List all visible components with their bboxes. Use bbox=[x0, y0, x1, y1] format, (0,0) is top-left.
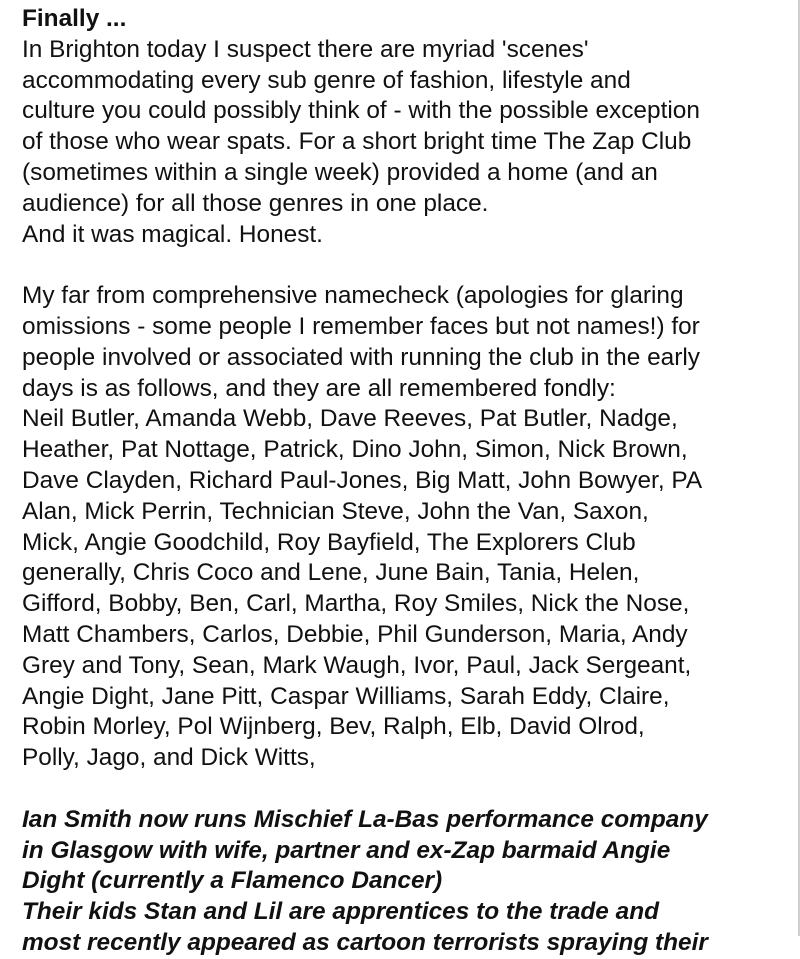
text-line: in Glasgow with wife, partner and ex-Zap barmaid Angie bbox=[22, 836, 671, 864]
namecheck-paragraph bbox=[22, 281, 792, 774]
closing-paragraph bbox=[22, 805, 792, 959]
text-line: Their kids Stan and Lil are apprentices to the trade and bbox=[22, 898, 660, 926]
text-line: (sometimes within a single week) provided a home (and an bbox=[22, 158, 658, 186]
text-line: audience) for all those genres in one place. bbox=[22, 189, 489, 217]
heading: Finally ... bbox=[22, 5, 127, 32]
text-line: Polly, Jago, and Dick Witts, bbox=[22, 744, 316, 772]
text-line: culture you could possibly think of - with the possible exception bbox=[22, 97, 700, 125]
text-line: My far from comprehensive namecheck (apologies for glaring bbox=[22, 282, 684, 310]
text-line: people involved or associated with running the club in the early bbox=[22, 343, 700, 371]
text-line: Heather, Pat Nottage, Patrick, Dino John, Simon, Nick Brown, bbox=[22, 436, 688, 464]
text-line: Dave Clayden, Richard Paul-Jones, Big Matt, John Bowyer, PA bbox=[22, 466, 703, 494]
text-line: Angie Dight, Jane Pitt, Caspar Williams, Sarah Eddy, Claire, bbox=[22, 682, 670, 710]
text-line: And it was magical. Honest. bbox=[22, 220, 323, 248]
text-line: Neil Butler, Amanda Webb, Dave Reeves, Pat Butler, Nadge, bbox=[22, 405, 678, 433]
text-line: generally, Chris Coco and Lene, June Bain, Tania, Helen, bbox=[22, 559, 640, 587]
text-line: omissions - some people I remember faces but not names!) for bbox=[22, 312, 700, 340]
text-line: Ian Smith now runs Mischief La-Bas performance company bbox=[22, 805, 708, 833]
text-line: In Brighton today I suspect there are myriad 'scenes' bbox=[22, 35, 589, 63]
intro-paragraph bbox=[22, 35, 792, 251]
text-line: of those who wear spats. For a short bright time The Zap Club bbox=[22, 128, 692, 156]
text-line: days is as follows, and they are all remembered fondly: bbox=[22, 374, 616, 402]
paragraph-spacer bbox=[22, 774, 792, 805]
text-line: accommodating every sub genre of fashion, lifestyle and bbox=[22, 66, 631, 94]
paragraph-spacer bbox=[22, 250, 792, 281]
document-body bbox=[22, 4, 792, 959]
text-line: Grey and Tony, Sean, Mark Waugh, Ivor, Paul, Jack Sergeant, bbox=[22, 651, 692, 679]
text-line: Robin Morley, Pol Wijnberg, Bev, Ralph, Elb, David Olrod, bbox=[22, 713, 645, 741]
text-line: Dight (currently a Flamenco Dancer) bbox=[22, 867, 443, 895]
text-line: Gifford, Bobby, Ben, Carl, Martha, Roy Smiles, Nick the Nose, bbox=[22, 590, 690, 618]
text-line: Matt Chambers, Carlos, Debbie, Phil Gunderson, Maria, Andy bbox=[22, 620, 688, 648]
text-line: Mick, Angie Goodchild, Roy Bayfield, The Explorers Club bbox=[22, 528, 636, 556]
text-line: Alan, Mick Perrin, Technician Steve, John the Van, Saxon, bbox=[22, 497, 649, 525]
text-line: most recently appeared as cartoon terrorists spraying their bbox=[22, 928, 708, 956]
